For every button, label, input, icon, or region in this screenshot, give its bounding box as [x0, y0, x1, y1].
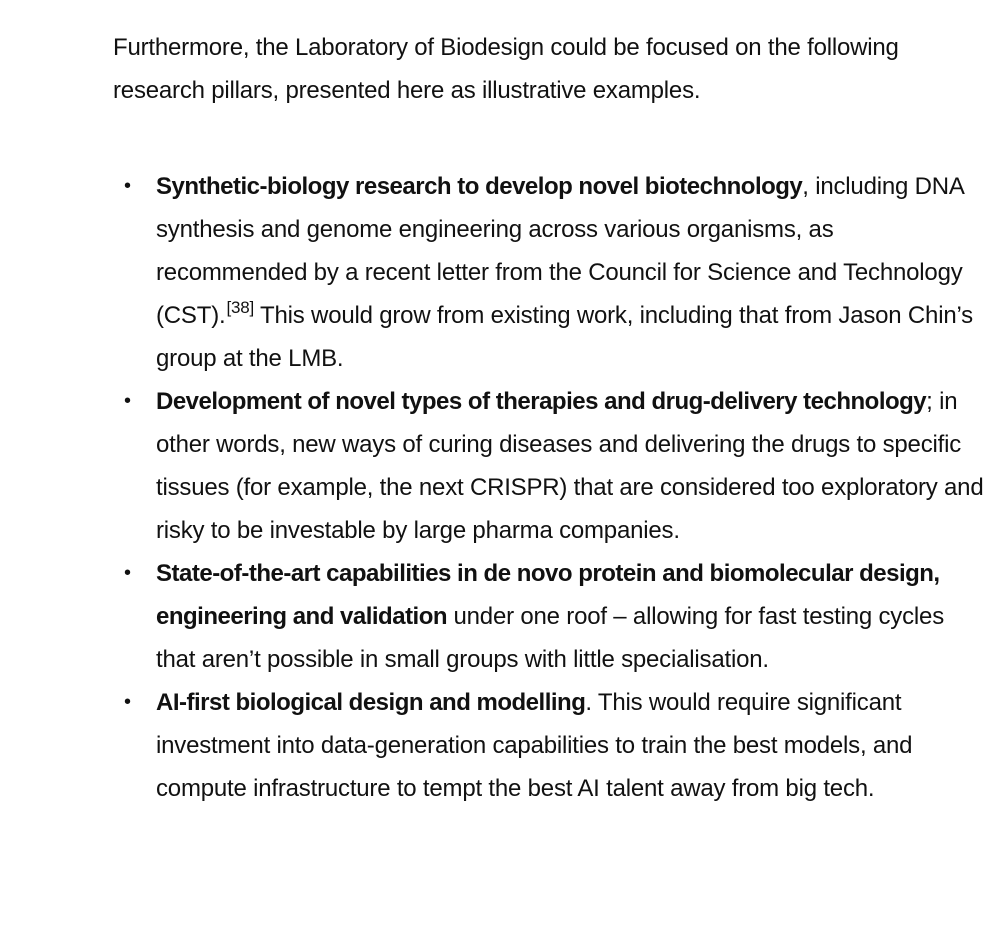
bullet-icon: • [124, 390, 131, 412]
pillar-text: . This would require significant investment into data-generation capabilities to train the best models, and compute infrastructure to tempt the best AI talent away from big tech. [156, 689, 913, 802]
list-item [124, 552, 986, 681]
bullet-icon: • [124, 562, 131, 584]
bullet-icon: • [124, 691, 131, 713]
pillar-heading: Synthetic-biology research to develop novel biotechnology [156, 173, 803, 200]
pillar-heading: State-of-the-art capabilities in de novo protein and biomolecular design, engineering and validation [156, 560, 940, 630]
pillar-text: , including DNA synthesis and genome engineering across various organisms, as recommended by a recent letter from the Council for Science and Technology (CST). [156, 173, 964, 329]
bullet-icon: • [124, 175, 131, 197]
citation-link[interactable]: [38] [226, 298, 255, 317]
list-item [124, 681, 986, 810]
intro-paragraph: Furthermore, the Laboratory of Biodesign could be focused on the following research pillars, presented here as illustrative examples. [113, 34, 899, 104]
research-pillars-list [124, 165, 986, 810]
pillar-text: This would grow from existing work, including that from Jason Chin’s group at the LMB. [156, 302, 973, 372]
pillar-text: ; in other words, new ways of curing diseases and delivering the drugs to specific tissues (for example, the next CRISPR) that are considered too exploratory and risky to be investable by large pharma companies. [156, 388, 984, 544]
pillar-heading: AI-first biological design and modelling [156, 689, 586, 716]
pillar-text: under one roof – allowing for fast testing cycles that aren’t possible in small groups with little specialisation. [156, 603, 944, 673]
list-item [124, 380, 986, 552]
list-item [124, 165, 986, 380]
pillar-heading: Development of novel types of therapies and drug-delivery technology [156, 388, 927, 415]
